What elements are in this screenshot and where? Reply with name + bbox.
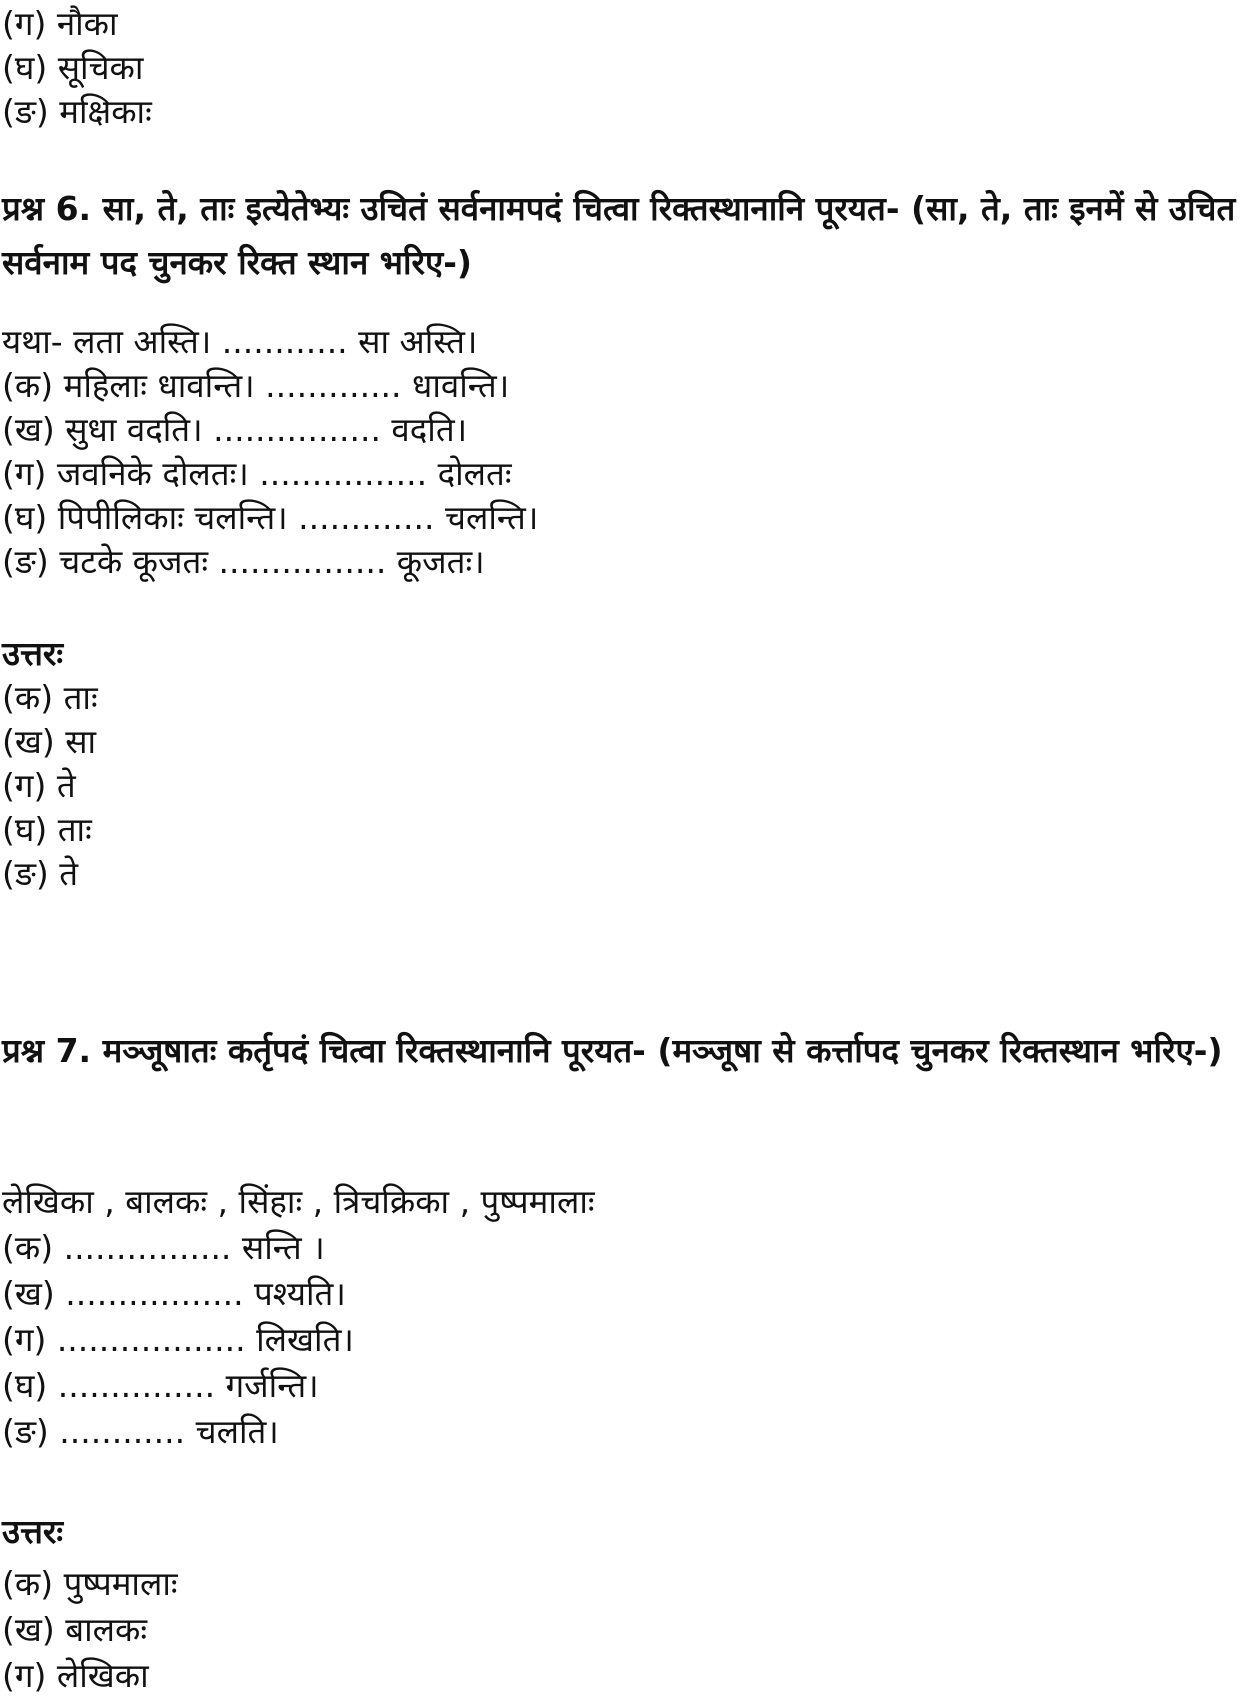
question-7-heading: प्रश्न 7. मञ्जूषातः कर्तृपदं चित्वा रिक्तस्थानानि पूरयत- (मञ्जूषा से कर्त्तापद चुनकर रिक्तस्थान भरिए-) (2, 1031, 1223, 1070)
answer-item: (ग) ते (2, 766, 76, 805)
answer-item: (घ) ताः (2, 810, 92, 849)
fill-blank-line: (ङ) चटके कूजतः ................ कूजतः। (2, 542, 485, 581)
answer-label: उत्तरः (2, 634, 64, 673)
fill-blank-line: (क) ................ सन्ति । (2, 1228, 325, 1267)
fill-blank-line: (घ) पिपीलिकाः चलन्ति। ............. चलन्ति। (2, 498, 539, 537)
fill-blank-line: (ख) सुधा वदति। ................ वदति। (2, 410, 468, 449)
answer-item: (ग) लेखिका (2, 1656, 149, 1695)
answer-item: (ङ) ते (2, 854, 79, 893)
list-item: (ङ) मक्षिकाः (2, 92, 152, 131)
answer-label: उत्तरः (2, 1512, 64, 1551)
fill-blank-line: (क) महिलाः धावन्ति। ............. धावन्ति। (2, 366, 510, 405)
answer-item: (ख) बालकः (2, 1610, 148, 1649)
answer-item: (क) ताः (2, 678, 98, 717)
list-item: (घ) सूचिका (2, 48, 144, 87)
fill-blank-line: (घ) ............... गर्जन्ति। (2, 1366, 319, 1405)
fill-blank-line: (ङ) ............ चलति। (2, 1412, 279, 1451)
answer-item: (ख) सा (2, 722, 97, 761)
fill-blank-line: (ग) .................. लिखति। (2, 1320, 354, 1359)
word-box: लेखिका , बालकः , सिंहाः , त्रिचक्रिका , पुष्पमालाः (2, 1182, 595, 1221)
list-item: (ग) नौका (2, 4, 118, 43)
answer-item: (क) पुष्पमालाः (2, 1564, 178, 1603)
fill-blank-line: (ग) जवनिके दोलतः। ................ दोलतः (2, 454, 512, 493)
fill-blank-line: (ख) ................. पश्यति। (2, 1274, 346, 1313)
example-line: यथा- लता अस्ति। ............ सा अस्ति। (2, 322, 478, 361)
question-6-heading: प्रश्न 6. सा, ते, ताः इत्येतेभ्यः उचितं सर्वनामपदं चित्वा रिक्तस्थानानि पूरयत- (सा, ते, ताः इनमें से उचित सर्वनाम पद चुनकर रिक्त स्थान भरिए-) (2, 189, 1236, 282)
